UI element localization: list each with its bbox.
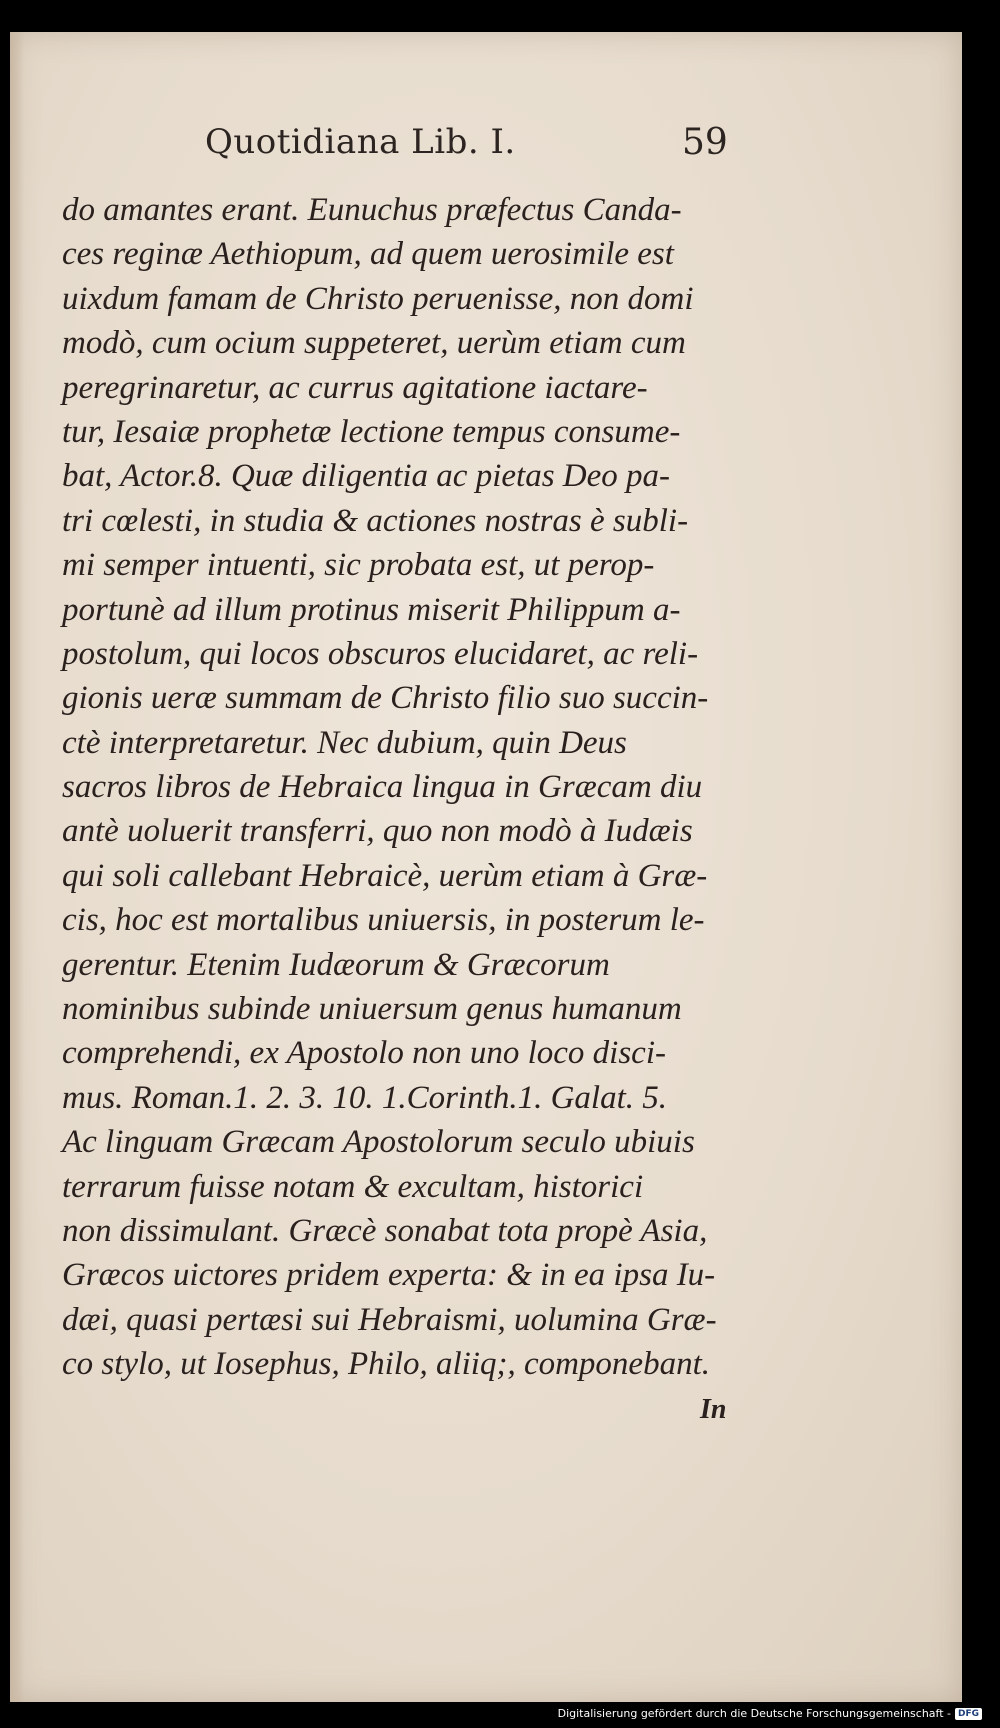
- text-line: Ac linguam Græcam Apostolorum seculo ubiuis: [62, 1124, 695, 1161]
- text-line: non dissimulant. Græcè sonabat tota propè Asia,: [62, 1212, 708, 1249]
- text-line: uixdum famam de Christo peruenisse, non domi: [62, 280, 694, 317]
- text-line: gerentur. Etenim Iudæorum & Græcorum: [62, 946, 610, 983]
- text-line: cis, hoc est mortalibus uniuersis, in posterum le-: [62, 902, 705, 939]
- text-line: bat, Actor.8. Quæ diligentia ac pietas Deo pa-: [62, 458, 671, 495]
- text-line: mus. Roman.1. 2. 3. 10. 1.Corinth.1. Galat. 5.: [62, 1079, 668, 1116]
- text-line: gionis ueræ summam de Christo filio suo succin-: [62, 680, 709, 717]
- text-line: Græcos uictores pridem experta: & in ea ipsa Iu-: [62, 1257, 716, 1294]
- page-number: 59: [682, 122, 728, 163]
- page-edge-shadow: [10, 32, 24, 1702]
- text-line: portunè ad illum protinus miserit Philippum a-: [62, 591, 681, 628]
- text-line: co stylo, ut Iosephus, Philo, aliiq;, componebant.: [62, 1346, 710, 1383]
- running-head: Quotidiana Lib. I.: [205, 122, 516, 162]
- text-line: dæi, quasi pertæsi sui Hebraismi, uolumina Græ-: [62, 1301, 717, 1338]
- text-line: antè uoluerit transferri, quo non modò à Iudæis: [62, 813, 693, 850]
- text-line: peregrinaretur, ac currus agitatione iactare-: [62, 369, 648, 406]
- text-line: qui soli callebant Hebraicè, uerùm etiam à Græ-: [62, 857, 708, 894]
- text-line: nominibus subinde uniuersum genus humanum: [62, 991, 682, 1028]
- dfg-logo-icon: DFG: [955, 1708, 982, 1720]
- text-line: postolum, qui locos obscuros elucidaret, ac reli-: [62, 635, 699, 672]
- text-line: sacros libros de Hebraica lingua in Græcam diu: [62, 769, 703, 806]
- text-line: terrarum fuisse notam & excultam, historici: [62, 1168, 644, 1205]
- book-page: [10, 32, 962, 1702]
- text-line: mi semper intuenti, sic probata est, ut perop-: [62, 547, 655, 584]
- credit-text: Digitalisierung gefördert durch die Deutsche Forschungsgemeinschaft -: [557, 1707, 951, 1720]
- text-line: modò, cum ocium suppeteret, uerùm etiam cum: [62, 325, 686, 362]
- text-line: tri cœlesti, in studia & actiones nostras è subli-: [62, 502, 689, 539]
- body-text: [62, 188, 742, 1387]
- text-line: tur, Iesaiæ prophetæ lectione tempus consume-: [62, 413, 681, 450]
- text-line: comprehendi, ex Apostolo non uno loco disci-: [62, 1035, 666, 1072]
- catchword: In: [700, 1394, 727, 1425]
- text-line: ces reginæ Aethiopum, ad quem uerosimile est: [62, 236, 674, 273]
- digitization-credit: [558, 1707, 982, 1720]
- text-line: ctè interpretaretur. Nec dubium, quin Deus: [62, 724, 627, 761]
- text-line: do amantes erant. Eunuchus præfectus Canda-: [62, 192, 682, 228]
